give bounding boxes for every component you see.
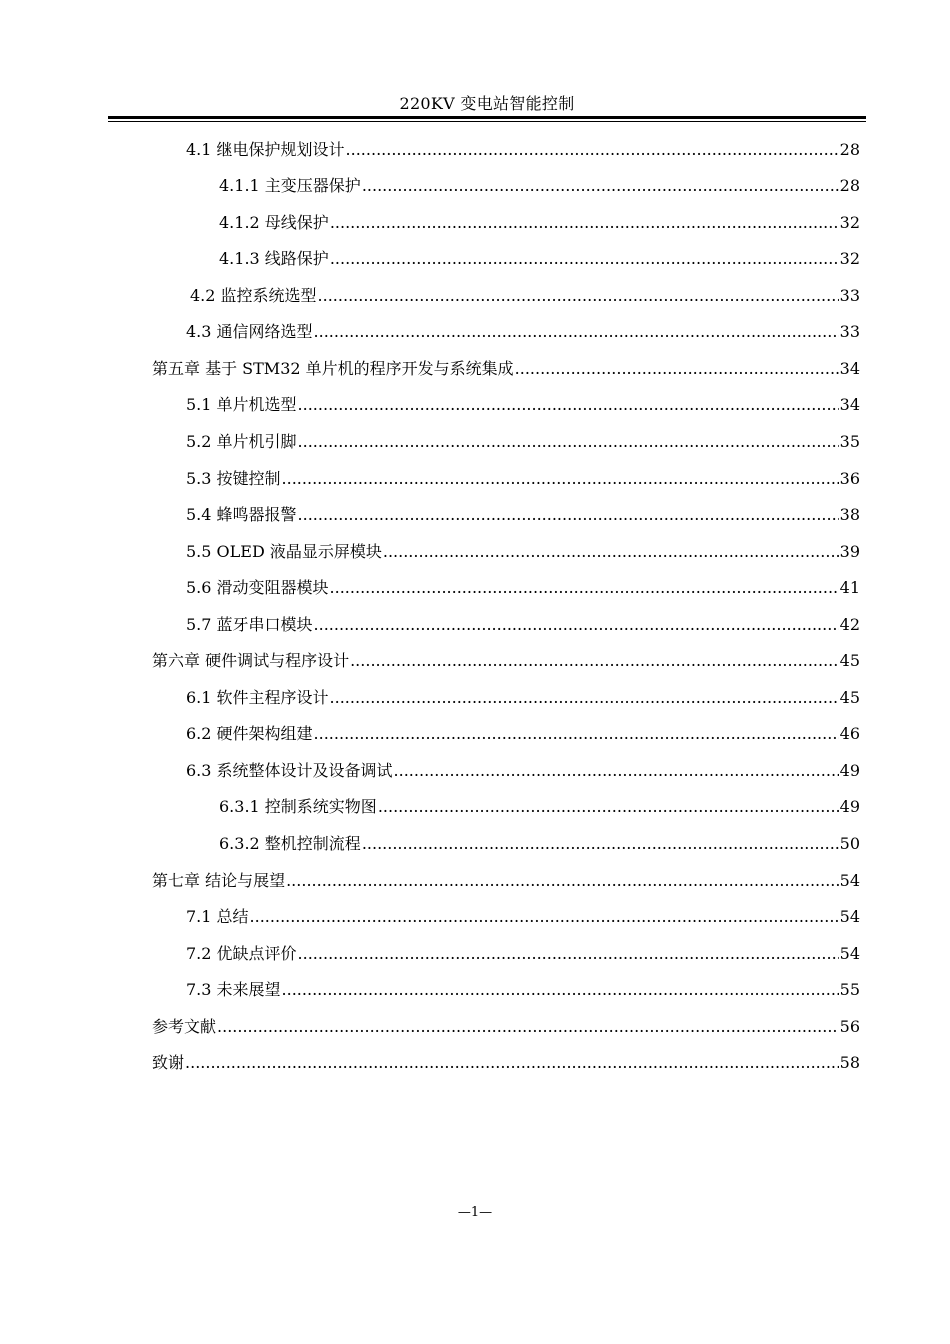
toc-entry-title: 5.6 滑动变阻器模块	[186, 578, 329, 597]
toc-leader-dots	[378, 796, 839, 818]
toc-entry-title: 第五章 基于 STM32 单片机的程序开发与系统集成	[152, 359, 514, 378]
toc-entry-6-3-2[interactable]	[219, 833, 860, 855]
toc-entry-page: 54	[839, 907, 860, 926]
toc-leader-dots	[298, 431, 839, 453]
toc-entry-6-3-1[interactable]	[219, 796, 860, 818]
toc-entry-page: 49	[839, 761, 860, 780]
toc-entry-chapter-6[interactable]	[152, 650, 860, 672]
toc-entry-6-1[interactable]	[186, 687, 860, 709]
toc-entry-4-1[interactable]	[186, 139, 860, 161]
toc-entry-7-2[interactable]	[186, 943, 860, 965]
toc-entry-4-1-2[interactable]	[219, 212, 860, 234]
toc-leader-dots	[217, 1016, 839, 1038]
toc-entry-title: 4.1.3 线路保护	[219, 249, 329, 268]
toc-entry-4-2[interactable]	[190, 285, 860, 307]
toc-entry-title: 7.2 优缺点评价	[186, 944, 297, 963]
toc-entry-page: 45	[839, 688, 860, 707]
toc-entry-page: 35	[839, 432, 860, 451]
toc-leader-dots	[346, 139, 839, 161]
toc-entry-title: 4.1.1 主变压器保护	[219, 176, 361, 195]
toc-entry-page: 45	[839, 651, 860, 670]
toc-entry-page: 28	[839, 176, 860, 195]
toc-entry-6-3[interactable]	[186, 760, 860, 782]
toc-entry-title: 4.1 继电保护规划设计	[186, 140, 345, 159]
toc-leader-dots	[330, 248, 839, 270]
toc-entry-title: 第七章 结论与展望	[152, 871, 286, 890]
toc-entry-page: 41	[839, 578, 860, 597]
toc-leader-dots	[318, 285, 839, 307]
toc-leader-dots	[282, 468, 839, 490]
toc-entry-4-1-3[interactable]	[219, 248, 860, 270]
toc-entry-page: 34	[839, 395, 860, 414]
toc-leader-dots	[314, 723, 839, 745]
toc-entry-5-5[interactable]	[186, 541, 860, 563]
toc-entry-page: 32	[839, 213, 860, 232]
toc-leader-dots	[298, 504, 839, 526]
toc-entry-page: 36	[839, 469, 860, 488]
toc-leader-dots	[362, 175, 839, 197]
toc-entry-title: 6.1 软件主程序设计	[186, 688, 329, 707]
toc-leader-dots	[330, 687, 839, 709]
toc-entry-references[interactable]	[152, 1016, 860, 1038]
toc-entry-chapter-5[interactable]	[152, 358, 860, 380]
toc-entry-5-4[interactable]	[186, 504, 860, 526]
toc-entry-title: 7.1 总结	[186, 907, 249, 926]
toc-entry-page: 33	[839, 286, 860, 305]
toc-entry-page: 50	[839, 834, 860, 853]
toc-leader-dots	[314, 614, 839, 636]
toc-leader-dots	[330, 212, 839, 234]
toc-entry-title: 7.3 未来展望	[186, 980, 281, 999]
toc-entry-6-2[interactable]	[186, 723, 860, 745]
toc-entry-title: 致谢	[152, 1053, 185, 1072]
toc-leader-dots	[350, 650, 839, 672]
toc-entry-5-3[interactable]	[186, 468, 860, 490]
toc-entry-acknowledgements[interactable]	[152, 1052, 860, 1074]
toc-entry-5-2[interactable]	[186, 431, 860, 453]
toc-entry-title: 6.3.1 控制系统实物图	[219, 797, 377, 816]
toc-entry-title: 5.7 蓝牙串口模块	[186, 615, 313, 634]
toc-entry-title: 5.2 单片机引脚	[186, 432, 297, 451]
toc-entry-page: 28	[839, 140, 860, 159]
toc-leader-dots	[298, 394, 839, 416]
toc-entry-4-3[interactable]	[186, 321, 860, 343]
toc-leader-dots	[286, 870, 839, 892]
toc-leader-dots	[250, 906, 839, 928]
toc-entry-title: 6.3.2 整机控制流程	[219, 834, 361, 853]
toc-entry-7-3[interactable]	[186, 979, 860, 1001]
toc-leader-dots	[282, 979, 839, 1001]
toc-entry-page: 54	[839, 944, 860, 963]
toc-entry-title: 第六章 硬件调试与程序设计	[152, 651, 350, 670]
toc-entry-title: 5.5 OLED 液晶显示屏模块	[186, 542, 382, 561]
toc-entry-5-7[interactable]	[186, 614, 860, 636]
toc-entry-title: 4.3 通信网络选型	[186, 322, 313, 341]
toc-entry-page: 42	[839, 615, 860, 634]
page-number: —1—	[457, 1205, 493, 1220]
toc-leader-dots	[185, 1052, 839, 1074]
toc-entry-title: 4.1.2 母线保护	[219, 213, 329, 232]
toc-entry-5-6[interactable]	[186, 577, 860, 599]
toc-entry-page: 58	[839, 1053, 860, 1072]
toc-entry-title: 4.2 监控系统选型	[190, 286, 317, 305]
toc-entry-page: 46	[839, 724, 860, 743]
toc-entry-4-1-1[interactable]	[219, 175, 860, 197]
toc-entry-page: 56	[839, 1017, 860, 1036]
running-header-title: 220KV 变电站智能控制	[399, 94, 575, 113]
toc-entry-page: 39	[839, 542, 860, 561]
toc-entry-title: 6.3 系统整体设计及设备调试	[186, 761, 393, 780]
toc-leader-dots	[394, 760, 839, 782]
toc-entry-page: 54	[839, 871, 860, 890]
toc-entry-title: 5.1 单片机选型	[186, 395, 297, 414]
toc-entry-title: 6.2 硬件架构组建	[186, 724, 313, 743]
toc-leader-dots	[515, 358, 839, 380]
toc-leader-dots	[362, 833, 839, 855]
toc-entry-title: 参考文献	[152, 1017, 217, 1036]
toc-entry-page: 55	[839, 980, 860, 999]
toc-entry-page: 32	[839, 249, 860, 268]
toc-leader-dots	[314, 321, 839, 343]
toc-entry-page: 49	[839, 797, 860, 816]
toc-entry-page: 33	[839, 322, 860, 341]
toc-entry-5-1[interactable]	[186, 394, 860, 416]
toc-entry-7-1[interactable]	[186, 906, 860, 928]
toc-entry-page: 38	[839, 505, 860, 524]
toc-leader-dots	[298, 943, 839, 965]
toc-entry-page: 34	[839, 359, 860, 378]
toc-entry-title: 5.3 按键控制	[186, 469, 281, 488]
toc-entry-title: 5.4 蜂鸣器报警	[186, 505, 297, 524]
toc-leader-dots	[383, 541, 839, 563]
toc-entry-chapter-7[interactable]	[152, 870, 860, 892]
toc-leader-dots	[330, 577, 839, 599]
